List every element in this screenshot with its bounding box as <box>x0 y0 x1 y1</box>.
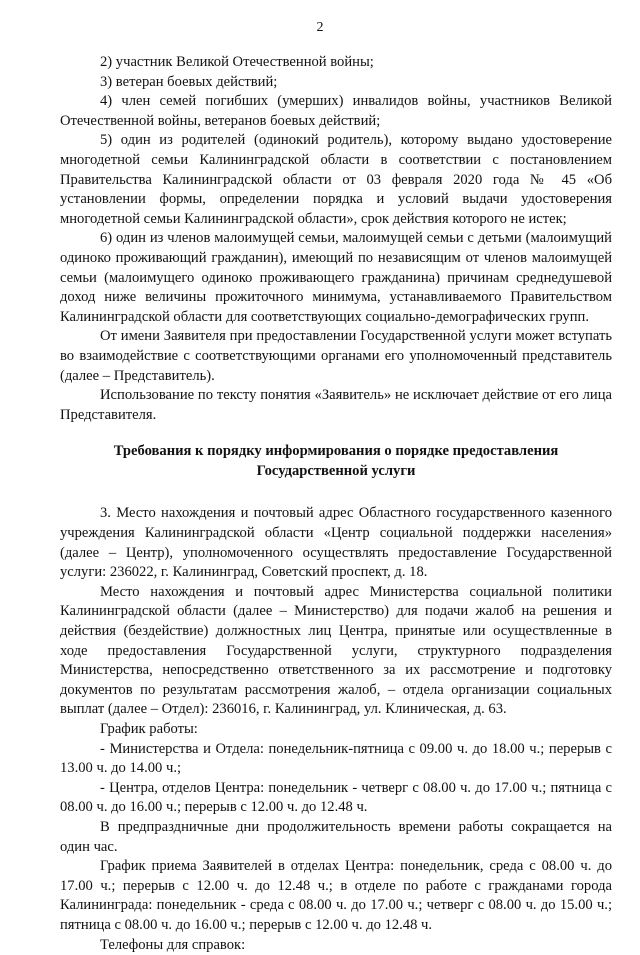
paragraph-reception-schedule: График приема Заявителей в отделах Центра: понедельник, среда с 08.00 ч. до 17.00 ч.; перерыв с 12.00 ч. до 12.48 ч.; в отделе по работе с гражданами города Калининграда: понедельник - среда с 08.00 ч. до 17.00 ч.; четверг с 08.00 ч. до 15.00 ч.; пятница с 08.00 ч. до 16.00 ч.; перерыв с 12.00 ч. до 12.48 ч. <box>60 858 612 933</box>
paragraph-ministry-address: Место нахождения и почтовый адрес Министерства социальной политики Калининградской области (далее – Министерство) для подачи жалоб на решения и действия (бездействие) должностных лиц Центра, принятые или осуществленные в ходе предоставления Государственной услуги, структурного подразделения Министерства, непосредственно ответственного за их рассмотрение и подготовку документов по результатам рассмотрения жалоб, – отдела организации социальных выплат (далее – Отдел): 236016, г. Калининград, ул. Клиническая, д. 63. <box>60 583 612 718</box>
paragraph-item-5: 5) один из родителей (одинокий родитель), которому выдано удостоверение многодетной семьи Калининградской области в соответствии с постановлением Правительства Калининградской области от 03 февраля 2020 года № 45 «Об установлении формы, определении порядка и условий выдачи удостоверения многодетной семьи Калининградской области», срок действия которого не истек; <box>60 132 612 227</box>
paragraph-item-2: 2) участник Великой Отечественной войны; <box>100 54 374 70</box>
paragraph-phones-title: Телефоны для справок: <box>100 936 246 953</box>
paragraph-item-3: 3) ветеран боевых действий; <box>100 73 278 90</box>
paragraph-representative: От имени Заявителя при предоставлении Государственной услуги может вступать во взаимодействие с соответствующими органами его уполномоченный представитель (далее – Представитель). <box>60 328 612 384</box>
document-body <box>60 53 612 955</box>
paragraph-item-6: 6) один из членов малоимущей семьи, малоимущей семьи с детьми (малоимущий одиноко проживающий гражданин), имеющий по независящим от членов малоимущей семьи (малоимущего одиноко проживающего гражданина) причинам среднедушевой доход ниже величины прожиточного минимума, устанавливаемого Правительством Калининградской области для соответствующих социально-демографических групп. <box>60 230 612 325</box>
paragraph-applicant-term: Использование по тексту понятия «Заявитель» не исключает действие от его лица Представителя. <box>60 387 612 423</box>
section-heading: Требования к порядку информирования о порядке предоставления Государственной услуги <box>113 443 559 479</box>
paragraph-holiday-note: В предпраздничные дни продолжительность времени работы сокращается на один час. <box>60 818 612 855</box>
paragraph-center-schedule: - Центра, отделов Центра: понедельник - четверг с 08.00 ч. до 17.00 ч.; пятница с 08.00 ч. до 16.00 ч.; перерыв с 12.00 ч. до 12.48 ч. <box>60 779 612 816</box>
paragraph-center-address: 3. Место нахождения и почтовый адрес Областного государственного казенного учреждения Калининградской области «Центр социальной поддержки населения» (далее – Центр), уполномоченного осуществлять предоставление Государственной услуги: 236022, г. Калининград, Советский проспект, д. 18. <box>60 505 612 581</box>
paragraph-ministry-schedule: - Министерства и Отдела: понедельник-пятница с 09.00 ч. до 18.00 ч.; перерыв с 13.00 ч. до 14.00 ч.; <box>60 740 612 777</box>
paragraph-schedule-title: График работы: <box>100 721 198 737</box>
page-number: 2 <box>316 20 324 35</box>
paragraph-item-4: 4) член семей погибших (умерших) инвалидов войны, участников Великой Отечественной войны, ветеранов боевых действий; <box>60 93 612 129</box>
